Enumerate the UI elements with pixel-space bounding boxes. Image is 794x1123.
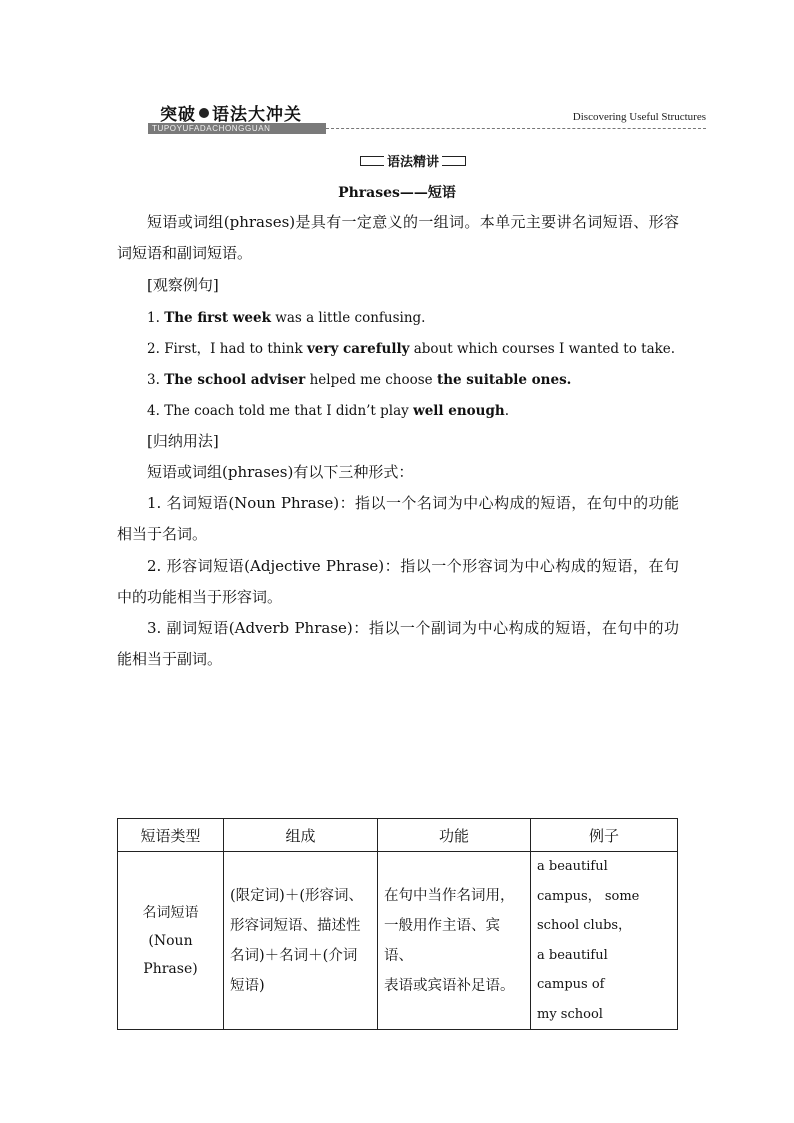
example-sentence bbox=[147, 308, 425, 328]
example-number: 2. bbox=[147, 341, 160, 357]
example-number: 1. bbox=[147, 310, 160, 326]
cell-line: school clubs， bbox=[537, 918, 632, 933]
header-rule bbox=[326, 128, 706, 129]
topic-title: Phrases——短语 bbox=[338, 185, 456, 201]
example-bold: the suitable ones. bbox=[436, 372, 572, 388]
header-title-part2: 语法大冲关 bbox=[212, 105, 302, 125]
cell-line: 形容词短语、描述性 bbox=[230, 917, 361, 934]
table-header-cell: 组成 bbox=[224, 819, 378, 852]
example-text: . bbox=[504, 403, 510, 419]
summary-intro: 短语或词组(phrases)有以下三种形式： bbox=[147, 463, 414, 481]
bullet-icon bbox=[199, 108, 209, 118]
example-bold: The first week bbox=[164, 310, 271, 326]
phrase-table bbox=[117, 818, 678, 1030]
example-bold: The school adviser bbox=[164, 372, 306, 388]
example-bold: very carefully bbox=[306, 341, 410, 357]
composition-cell bbox=[224, 852, 378, 1030]
cell-line: 短语) bbox=[230, 977, 265, 994]
page-header bbox=[148, 100, 708, 136]
example-sentence bbox=[147, 370, 571, 390]
section-label bbox=[360, 151, 466, 171]
example-text: helped me choose bbox=[305, 372, 437, 388]
example-text: First，I had to think bbox=[164, 341, 307, 357]
cell-line: campus， some bbox=[537, 888, 640, 904]
cell-line: (Noun bbox=[148, 932, 193, 949]
header-title bbox=[160, 100, 302, 125]
table-header-row bbox=[118, 819, 678, 852]
cell-line: campus of bbox=[537, 977, 605, 992]
header-title-part1: 突破 bbox=[160, 105, 196, 125]
example-text: was a little confusing. bbox=[270, 310, 426, 326]
intro-paragraph: 短语或词组(phrases)是具有一定意义的一组词。本单元主要讲名词短语、形容词短语和副词短语。 bbox=[117, 213, 679, 262]
summary-label: [归纳用法] bbox=[147, 432, 219, 450]
example-number: 3. bbox=[147, 372, 160, 388]
phrase-type-cell bbox=[118, 852, 224, 1030]
table-header-cell: 例子 bbox=[531, 819, 678, 852]
table-row bbox=[118, 852, 678, 1030]
cell-line: a beautiful bbox=[537, 859, 608, 874]
cell-line: 名词短语 bbox=[142, 904, 199, 921]
header-pinyin: TUPOYUFADACHONGGUAN bbox=[152, 124, 271, 133]
example-text: The coach told me that I didn’t play bbox=[164, 403, 414, 419]
example-sentence bbox=[147, 339, 675, 359]
table-header-cell: 功能 bbox=[378, 819, 531, 852]
example-sentence bbox=[147, 401, 509, 421]
cell-line: 在句中当作名词用， bbox=[384, 887, 515, 904]
table-header-cell: 短语类型 bbox=[118, 819, 224, 852]
form-item: 3. 副词短语(Adverb Phrase)：指以一个副词为中心构成的短语，在句中的功能相当于副词。 bbox=[117, 619, 679, 668]
cell-line: my school bbox=[537, 1006, 603, 1022]
header-right-text: Discovering Useful Structures bbox=[572, 111, 706, 123]
example-bold: well enough bbox=[413, 403, 505, 419]
cell-line: a beautiful bbox=[537, 947, 608, 963]
example-cell bbox=[531, 852, 678, 1030]
cell-line: (限定词)＋(形容词、 bbox=[230, 887, 363, 904]
section-label-text: 语法精讲 bbox=[384, 154, 442, 172]
function-cell bbox=[378, 852, 531, 1030]
cell-line: 表语或宾语补足语。 bbox=[384, 977, 515, 994]
form-item: 2. 形容词短语(Adjective Phrase)：指以一个形容词为中心构成的短语，在句中的功能相当于形容词。 bbox=[117, 557, 679, 606]
observe-label: [观察例句] bbox=[147, 276, 219, 294]
cell-line: 一般用作主语、宾语、 bbox=[384, 917, 500, 964]
cell-line: 名词)＋名词＋(介词 bbox=[230, 947, 358, 964]
form-item: 1. 名词短语(Noun Phrase)：指以一个名词为中心构成的短语，在句中的功能相当于名词。 bbox=[117, 494, 679, 543]
cell-line: Phrase) bbox=[143, 960, 198, 977]
example-number: 4. bbox=[147, 403, 160, 419]
example-text: about which courses I wanted to take. bbox=[409, 341, 676, 357]
